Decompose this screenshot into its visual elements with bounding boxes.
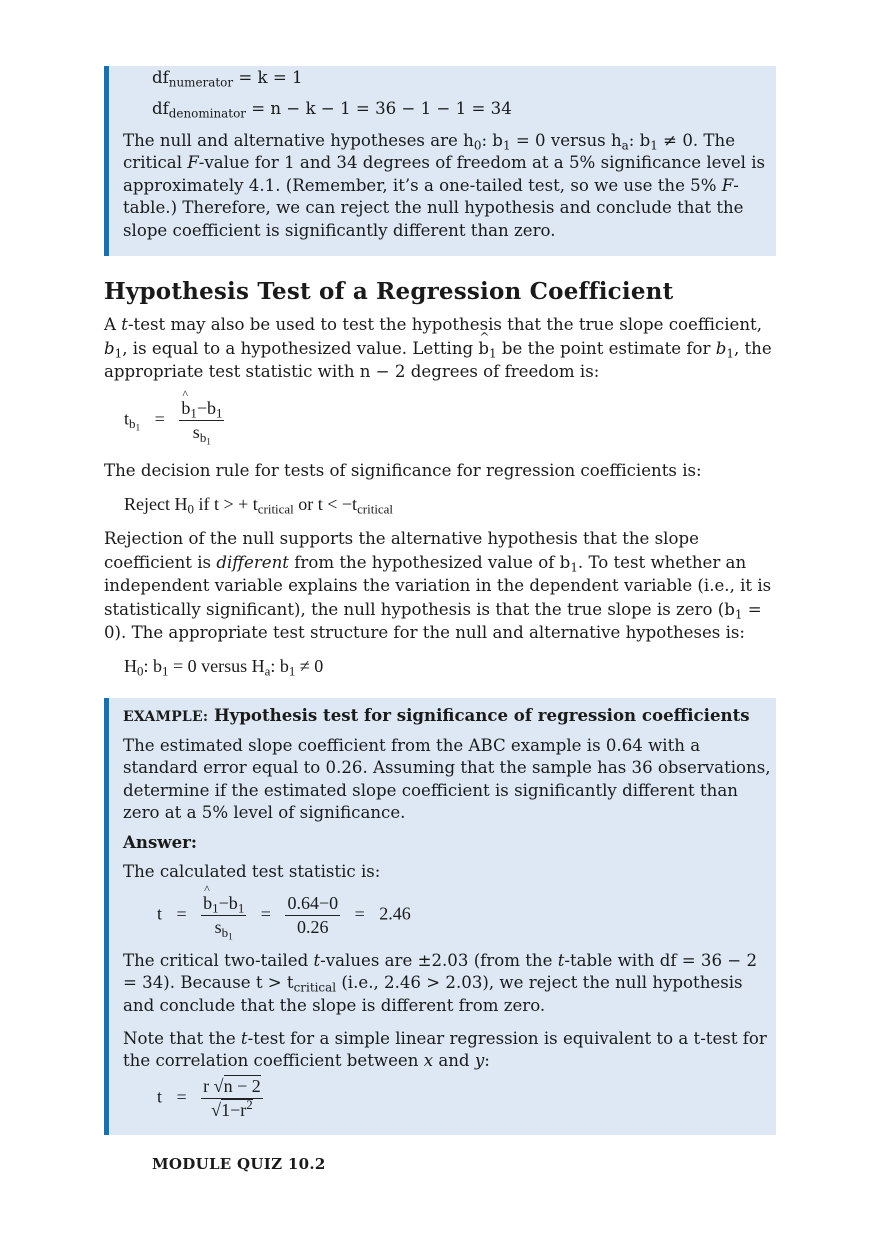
sub: b: [221, 924, 229, 940]
sup: 2: [246, 1097, 253, 1112]
sub: b: [199, 429, 207, 445]
sub: 1: [114, 345, 123, 360]
b-hat-symbol: [478, 337, 489, 361]
italic-text: t: [121, 315, 128, 334]
text: ≠ 0. The critical: [123, 131, 736, 173]
text: = 0 versus H: [168, 656, 265, 676]
italic-text: t: [557, 951, 565, 970]
italic-text: F: [187, 153, 199, 173]
sub: 0: [473, 138, 482, 153]
module-quiz-heading: MODULE QUIZ 10.2: [152, 1155, 326, 1173]
text: n − 2: [223, 1076, 261, 1096]
numerator: [201, 893, 246, 916]
sub: 1: [734, 607, 743, 622]
t-statistic-formula: [124, 398, 224, 448]
italic-text: y: [474, 1051, 485, 1071]
italic-text: F: [721, 175, 734, 195]
example-box: [104, 698, 776, 1135]
fraction: [201, 1076, 263, 1121]
text: or t < −t: [293, 494, 358, 514]
sub: 1: [726, 345, 734, 360]
text: Reject H: [124, 494, 188, 514]
sub: 1: [489, 345, 497, 360]
sub: 1: [135, 423, 141, 434]
sub: critical: [293, 980, 337, 995]
b-hat-base: b: [203, 893, 213, 913]
sub: critical: [357, 501, 394, 517]
numerator: [179, 398, 224, 421]
text: = 0 versus h: [510, 131, 622, 150]
text: H: [124, 656, 137, 676]
italic-text: b: [715, 338, 727, 358]
sub: 1: [502, 138, 511, 153]
sub: 1: [206, 437, 211, 448]
text: -table.) Therefore, we can reject the null hypothesis and conclude that the slope coefficient is significantly different than zero.: [123, 175, 744, 240]
hypotheses-formula: [124, 656, 323, 677]
text: ≠ 0: [295, 656, 324, 676]
intro-paragraph: [104, 313, 776, 384]
b-hat-symbol: [181, 398, 190, 419]
text: : b: [143, 656, 162, 676]
italic-text: different: [216, 552, 289, 572]
fraction: [179, 398, 224, 448]
b-hat-base: b: [478, 338, 490, 358]
text: -values are ±2.03 (from the: [320, 951, 558, 970]
df-label: df: [152, 68, 169, 87]
df-value: = k = 1: [233, 68, 303, 87]
text: = 0). The appropriate test structure for the null and alternative hypotheses is:: [104, 599, 762, 643]
example-title: [123, 704, 750, 728]
text: Rejection of the null supports the alternative hypothesis that the slope coefficient is: [104, 529, 699, 572]
text: The critical two-tailed: [123, 951, 314, 970]
text: and: [433, 1051, 475, 1071]
b-hat-base: b: [181, 398, 191, 418]
numerator: 0.64−0: [285, 893, 340, 916]
fraction: [201, 893, 246, 943]
text: -table with df = 36 − 2 = 34). Because t > t: [123, 951, 758, 993]
sub: b: [129, 416, 136, 432]
calc-text: The calculated test statistic is:: [123, 862, 381, 881]
text: (i.e., 2.46 > 2.03), we reject the null hypothesis and conclude that the slope is different from zero.: [123, 973, 743, 1015]
callout-box-anova: [104, 66, 776, 256]
text: -test may also be used to test the hypothesis that the true slope coefficient,: [127, 315, 762, 334]
sub: 1: [288, 663, 296, 679]
df-value: = n − k − 1 = 36 − 1 − 1 = 34: [245, 99, 512, 118]
denominator: 0.26: [297, 917, 329, 937]
text: The null and alternative hypotheses are h: [123, 131, 474, 150]
text: , is equal to a hypothesized value. Letting: [122, 338, 479, 358]
text: r: [203, 1076, 210, 1096]
sub: a: [621, 138, 629, 153]
note-paragraph: [123, 1028, 773, 1073]
equals-sign: =: [176, 1086, 187, 1107]
text: -value for 1 and 34 degrees of freedom at a 5% significance level is approximately 4.1. (Remember, it’s a one-tailed test, so we use the 5%: [123, 153, 766, 195]
sub: critical: [257, 501, 294, 517]
text: . To test whether an independent variable explains the variation in the dependent variable (i.e., it is statistically significant), the null hypothesis is that the true slope is zero (b: [104, 552, 772, 619]
sub: 1: [190, 405, 197, 421]
result-value: 2.46: [379, 903, 411, 924]
sub: 0: [187, 501, 194, 517]
text: :: [484, 1051, 490, 1071]
decision-rule-intro: The decision rule for tests of significance for regression coefficients is:: [104, 461, 702, 480]
b-hat-symbol: [203, 893, 212, 914]
sqrt-symbol: √: [211, 1100, 222, 1120]
df-denominator-line: [152, 98, 512, 120]
sub: 1: [237, 900, 245, 916]
sqrt-symbol: √: [213, 1076, 224, 1096]
numerator: [201, 1076, 263, 1099]
section-heading: Hypothesis Test of a Regression Coefficient: [104, 278, 674, 305]
radicand: [221, 1099, 253, 1120]
sub: 1: [215, 405, 223, 421]
t-symbol: t: [124, 408, 130, 429]
calculated-t-formula: [157, 893, 411, 943]
denominator: [179, 421, 224, 448]
t-symbol: t: [157, 1086, 163, 1107]
text: Note that the: [123, 1029, 241, 1048]
correlation-t-formula: [157, 1076, 263, 1121]
text: if t > + t: [193, 494, 258, 514]
example-label: EXAMPLE:: [123, 709, 209, 725]
italic-text: t: [313, 951, 321, 970]
fraction-numeric: [285, 893, 340, 938]
equals-sign: =: [176, 903, 187, 924]
equals-sign: =: [154, 408, 165, 429]
text: , the appropriate test statistic with n − 2 degrees of freedom is:: [104, 338, 772, 381]
italic-text: t: [240, 1029, 248, 1048]
equals-sign: =: [354, 903, 365, 924]
sub: a: [264, 663, 271, 679]
text: A: [104, 315, 122, 334]
critical-values-paragraph: [123, 950, 775, 1017]
df-sub: denominator: [168, 106, 246, 121]
decision-rule-formula: [124, 494, 393, 515]
italic-text: x: [423, 1051, 434, 1071]
sub: 1: [570, 559, 578, 574]
text: 1−r: [221, 1100, 247, 1120]
equals-sign: =: [260, 903, 271, 924]
text: -test for a simple linear regression is equivalent to a t-test for the correlation coefficient between: [123, 1029, 767, 1071]
df-numerator-line: [152, 67, 303, 89]
text: : b: [270, 656, 289, 676]
df-label: df: [152, 99, 169, 118]
text: be the point estimate for: [496, 338, 716, 358]
sub: 1: [162, 663, 169, 679]
sub: 1: [650, 138, 658, 153]
sub: 0: [137, 663, 144, 679]
text: : b: [628, 131, 651, 150]
sub: 1: [212, 900, 219, 916]
sub: 1: [228, 932, 233, 943]
df-sub: numerator: [168, 75, 234, 90]
text: : b: [481, 131, 503, 150]
italic-text: b: [104, 338, 115, 358]
t-symbol: t: [157, 903, 163, 924]
text: from the hypothesized value of b: [288, 552, 571, 572]
example-title-text: Hypothesis test for significance of regression coefficients: [208, 705, 750, 725]
text: −b: [196, 398, 216, 418]
denominator: [201, 1099, 263, 1121]
hypotheses-paragraph: [123, 130, 771, 242]
text: s: [214, 917, 222, 937]
text: s: [192, 422, 200, 442]
denominator: [201, 916, 246, 943]
text: −b: [218, 893, 238, 913]
answer-label: Answer:: [123, 832, 197, 852]
rejection-paragraph: [104, 527, 776, 645]
example-body: The estimated slope coefficient from the ABC example is 0.64 with a standard error equal to 0.26. Assuming that the sample has 36 observations, determine if the estimated slope coefficient is significantly different than zero at a 5% level of significance.: [123, 736, 771, 823]
